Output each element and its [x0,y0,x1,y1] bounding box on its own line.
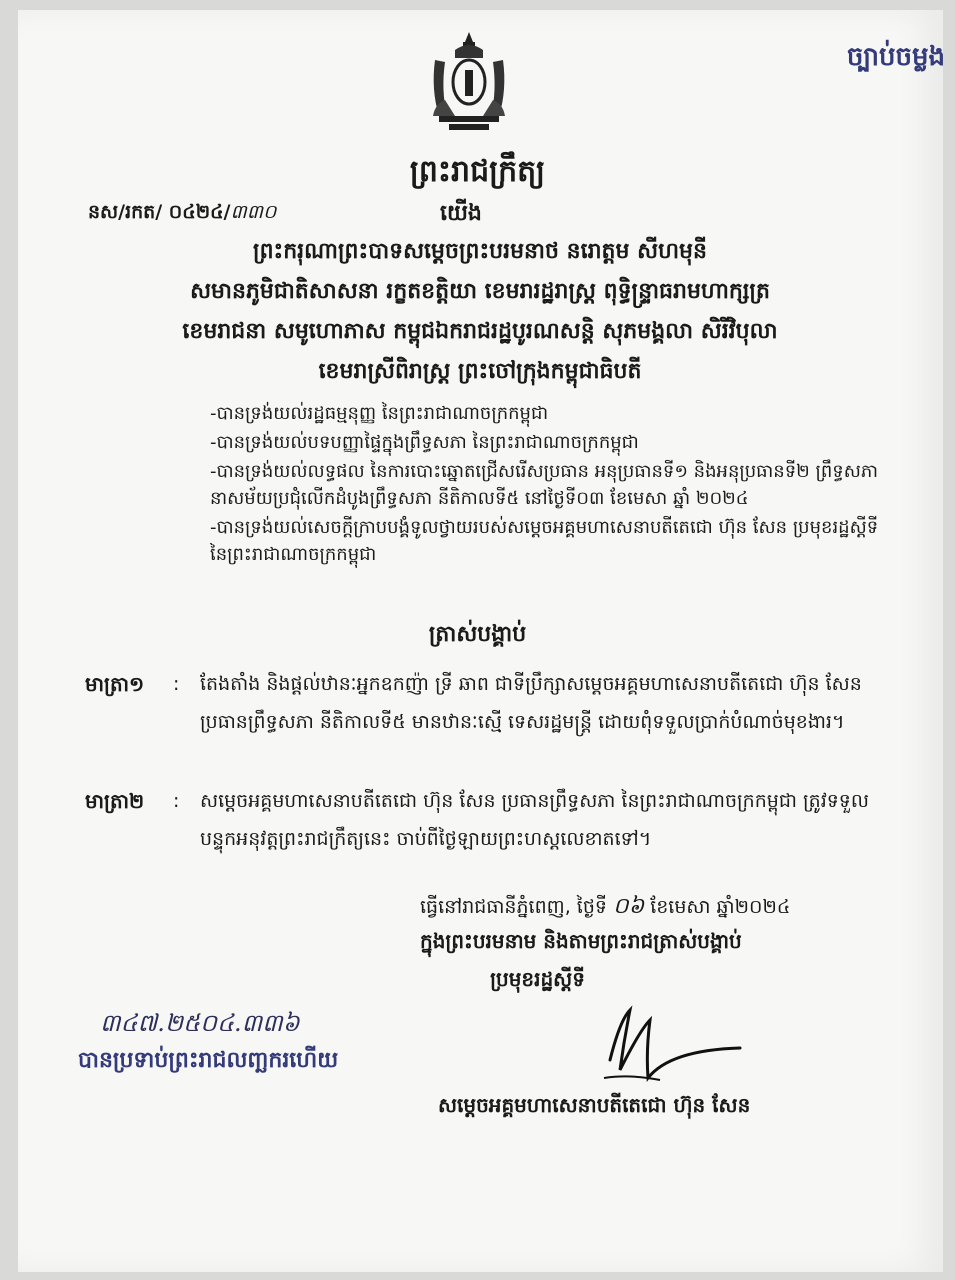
consideration-item: -បានទ្រង់យល់បទបញ្ញាផ្ទៃក្នុងព្រឹទ្ធសភា នៃព្រះរាជាណាចក្រកម្ពុជា [210,432,639,453]
king-title-block [80,232,880,392]
reference-number [88,200,276,228]
consideration-item: -បានទ្រង់យល់លទ្ធផល នៃការបោះឆ្នោតជ្រើសរើសប្រធាន អនុប្រធានទី១ និងអនុប្រធានទី២ ព្រឹទ្ធសភា នាសម័យប្រជុំលើកដំបូងព្រឹទ្ធសភា នីតិកាលទី៥ នៅថ្ងៃទី០៣ ខែមេសា ឆ្នាំ ២០២៤ [210,461,878,509]
we-heading: យើង [440,201,482,226]
promulgated-stamp: បានប្រទាប់ព្រះរាជលញ្ឆករហើយ [78,1048,339,1073]
article-text: តែងតាំង និងផ្តល់ឋានៈអ្នកឧកញ៉ា ទ្រី ឆាព ជាទីប្រឹក្សាសម្តេចអគ្គមហាសេនាបតីតេជោ ហ៊ុន សែន ប្រធានព្រឹទ្ធសភា នីតិកាលទី៥ មានឋានៈស្មើ ទេសរដ្ឋមន្ត្រី ដោយពុំទទួលប្រាក់បំណាច់មុខងារ។ [200,673,862,733]
article-colon: : [173,790,180,812]
place-prefix: ធ្វើនៅរាជធានីភ្នំពេញ, ថ្ងៃទី [420,896,607,918]
sign-line-1: ក្នុងព្រះបរមនាម និងតាមព្រះរាជត្រាស់បង្គាប់ [420,929,742,953]
article-label: មាត្រា២ [85,789,145,813]
handwritten-note: ៣៤៧.២៥០៤.៣៣៦ [100,1009,300,1037]
king-title-line: ខេមរាស្រីពិរាស្ត្រ ព្រះចៅក្រុងកម្ពុជាធិបតី [318,359,642,384]
king-title-line: ព្រះករុណាព្រះបាទសម្តេចព្រះបរមនាថ នរោត្តម សីហមុនី [253,239,707,264]
sign-line-2: ប្រមុខរដ្ឋស្តីទី [490,967,585,991]
consideration-item: -បានទ្រង់យល់រដ្ឋធម្មនុញ្ញ នៃព្រះរាជាណាចក្រកម្ពុជា [210,403,549,424]
decree-heading: ត្រាស់បង្គាប់ [428,622,527,647]
page-title: ព្រះរាជក្រឹត្យ [409,154,546,189]
place-suffix: ខែមេសា ឆ្នាំ២០២៤ [650,896,791,918]
place-date [420,892,790,924]
signature-icon [590,1000,750,1100]
article-label: មាត្រា១ [85,672,145,696]
king-title-line: សមានភូមិជាតិសាសនា រក្ខតខត្តិយា ខេមរារដ្ឋរាស្ត្រ ពុទ្ធិន្ទ្រាធរាមហាក្សត្រ [190,279,770,304]
considerations-list [210,400,890,570]
reference-prefix: នស/រកត/ ០៤២៤/ [88,201,231,223]
king-title-line: ខេមរាជនា សមូហោភាស កម្ពុជឯករាជរដ្ឋបូរណសន្តិ សុភមង្គលា សិរីវិបុលា [182,319,778,344]
copy-stamp: ច្បាប់ចម្លង [846,42,945,72]
signer-name: សម្តេចអគ្គមហាសេនាបតីតេជោ ហ៊ុន សែន [438,1093,751,1117]
article-text: សម្តេចអគ្គមហាសេនាបតីតេជោ ហ៊ុន សែន ប្រធានព្រឹទ្ធសភា នៃព្រះរាជាណាចក្រកម្ពុជា ត្រូវទទួលបន្ទុកអនុវត្តព្រះរាជក្រឹត្យនេះ ចាប់ពីថ្ងៃឡាយព្រះហស្តលេខាតទៅ។ [200,790,869,850]
royal-emblem-icon [425,30,513,134]
reference-handwritten: ៣៣០ [230,201,277,223]
article-1 [85,665,875,741]
place-day-handwritten: ០៦ [613,894,645,919]
consideration-item: -បានទ្រង់យល់សេចក្តីក្រាបបង្គំទូលថ្វាយរបស់សម្តេចអគ្គមហាសេនាបតីតេជោ ហ៊ុន សែន ប្រមុខរដ្ឋស្តីទី នៃព្រះរាជាណាចក្រកម្ពុជា [210,517,879,565]
article-2 [85,782,875,858]
article-colon: : [173,673,180,695]
